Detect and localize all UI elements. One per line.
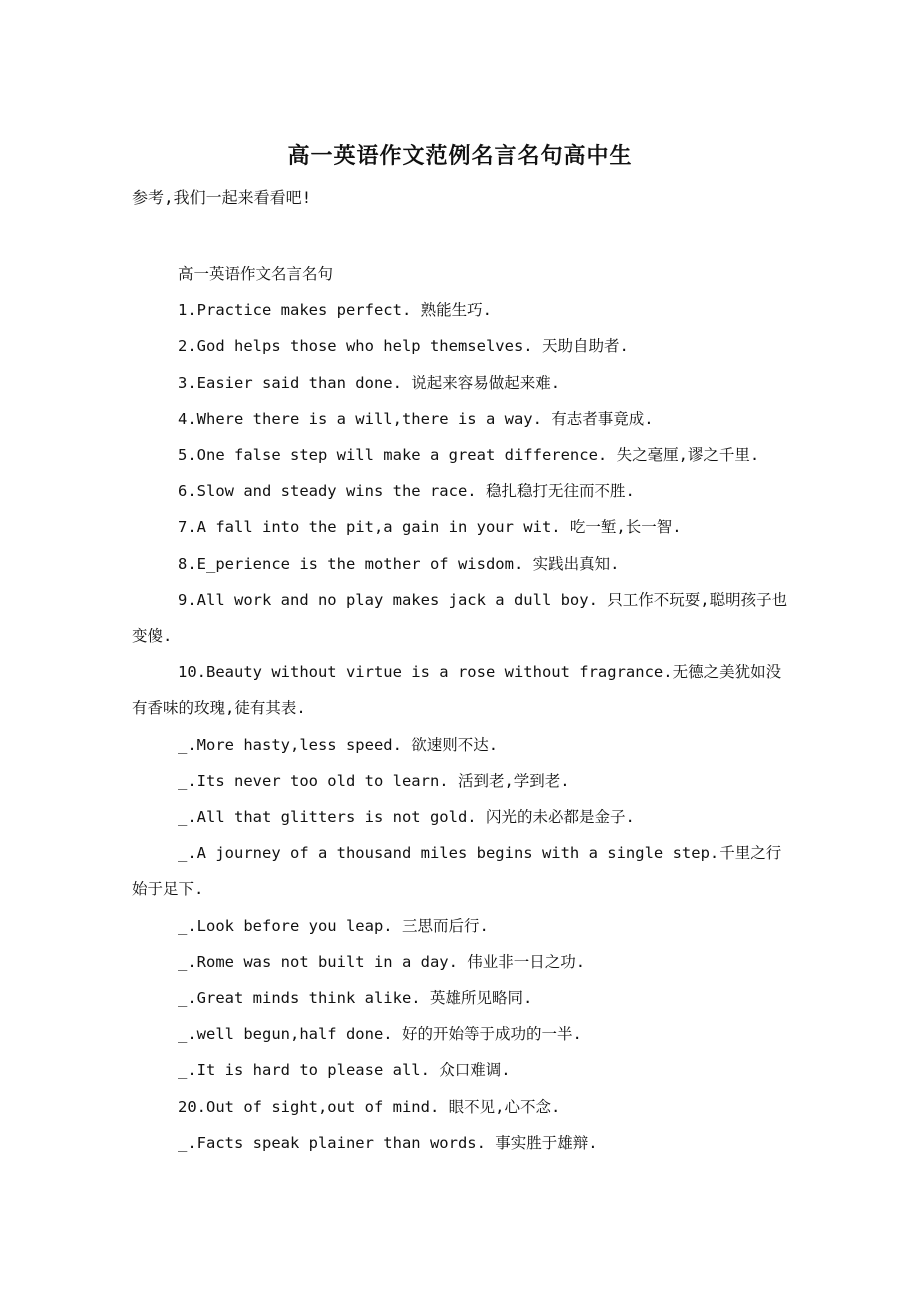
quote-item: 5.One false step will make a great difference. 失之毫厘,谬之千里. xyxy=(178,446,760,465)
quote-item: _.Great minds think alike. 英雄所见略同. xyxy=(178,989,533,1008)
quote-item: _.It is hard to please all. 众口难调. xyxy=(178,1061,511,1080)
quote-item: _.All that glitters is not gold. 闪光的未必都是金子. xyxy=(178,808,635,827)
quote-item: 2.God helps those who help themselves. 天助自助者. xyxy=(178,337,629,356)
quote-item: 7.A fall into the pit,a gain in your wit. 吃一堑,长一智. xyxy=(178,518,682,537)
quote-item: 6.Slow and steady wins the race. 稳扎稳打无往而不胜. xyxy=(178,482,635,501)
quote-item: 20.Out of sight,out of mind. 眼不见,心不念. xyxy=(178,1097,561,1116)
section-heading: 高一英语作文名言名句 xyxy=(178,265,334,283)
document-title: 高一英语作文范例名言名句高中生 xyxy=(287,143,633,169)
quote-item: 8.E_perience is the mother of wisdom. 实践出真知. xyxy=(178,554,620,573)
quote-item: 1.Practice makes perfect. 熟能生巧. xyxy=(178,301,492,320)
quote-item: 10.Beauty without virtue is a rose without fragrance.无德之美犹如没有香味的玫瑰,徒有其表. xyxy=(132,663,782,718)
quote-item: _.Its never too old to learn. 活到老,学到老. xyxy=(178,771,570,790)
quote-item: 9.All work and no play makes jack a dull boy. 只工作不玩耍,聪明孩子也变傻. xyxy=(132,590,788,646)
quote-item: 4.Where there is a will,there is a way. 有志者事竟成. xyxy=(178,409,654,428)
quote-item: _.More hasty,less speed. 欲速则不达. xyxy=(178,735,499,754)
quote-item: _.Look before you leap. 三思而后行. xyxy=(178,916,489,935)
document-body xyxy=(132,256,792,1161)
quote-item: _.Facts speak plainer than words. 事实胜于雄辩. xyxy=(178,1133,598,1152)
quote-item: _.Rome was not built in a day. 伟业非一日之功. xyxy=(178,952,586,971)
intro-text: 参考,我们一起来看看吧! xyxy=(132,188,312,207)
quote-item: _.A journey of a thousand miles begins with a single step.千里之行始于足下. xyxy=(132,844,782,899)
quote-item: 3.Easier said than done. 说起来容易做起来难. xyxy=(178,373,561,392)
quote-item: _.well begun,half done. 好的开始等于成功的一半. xyxy=(178,1025,582,1044)
